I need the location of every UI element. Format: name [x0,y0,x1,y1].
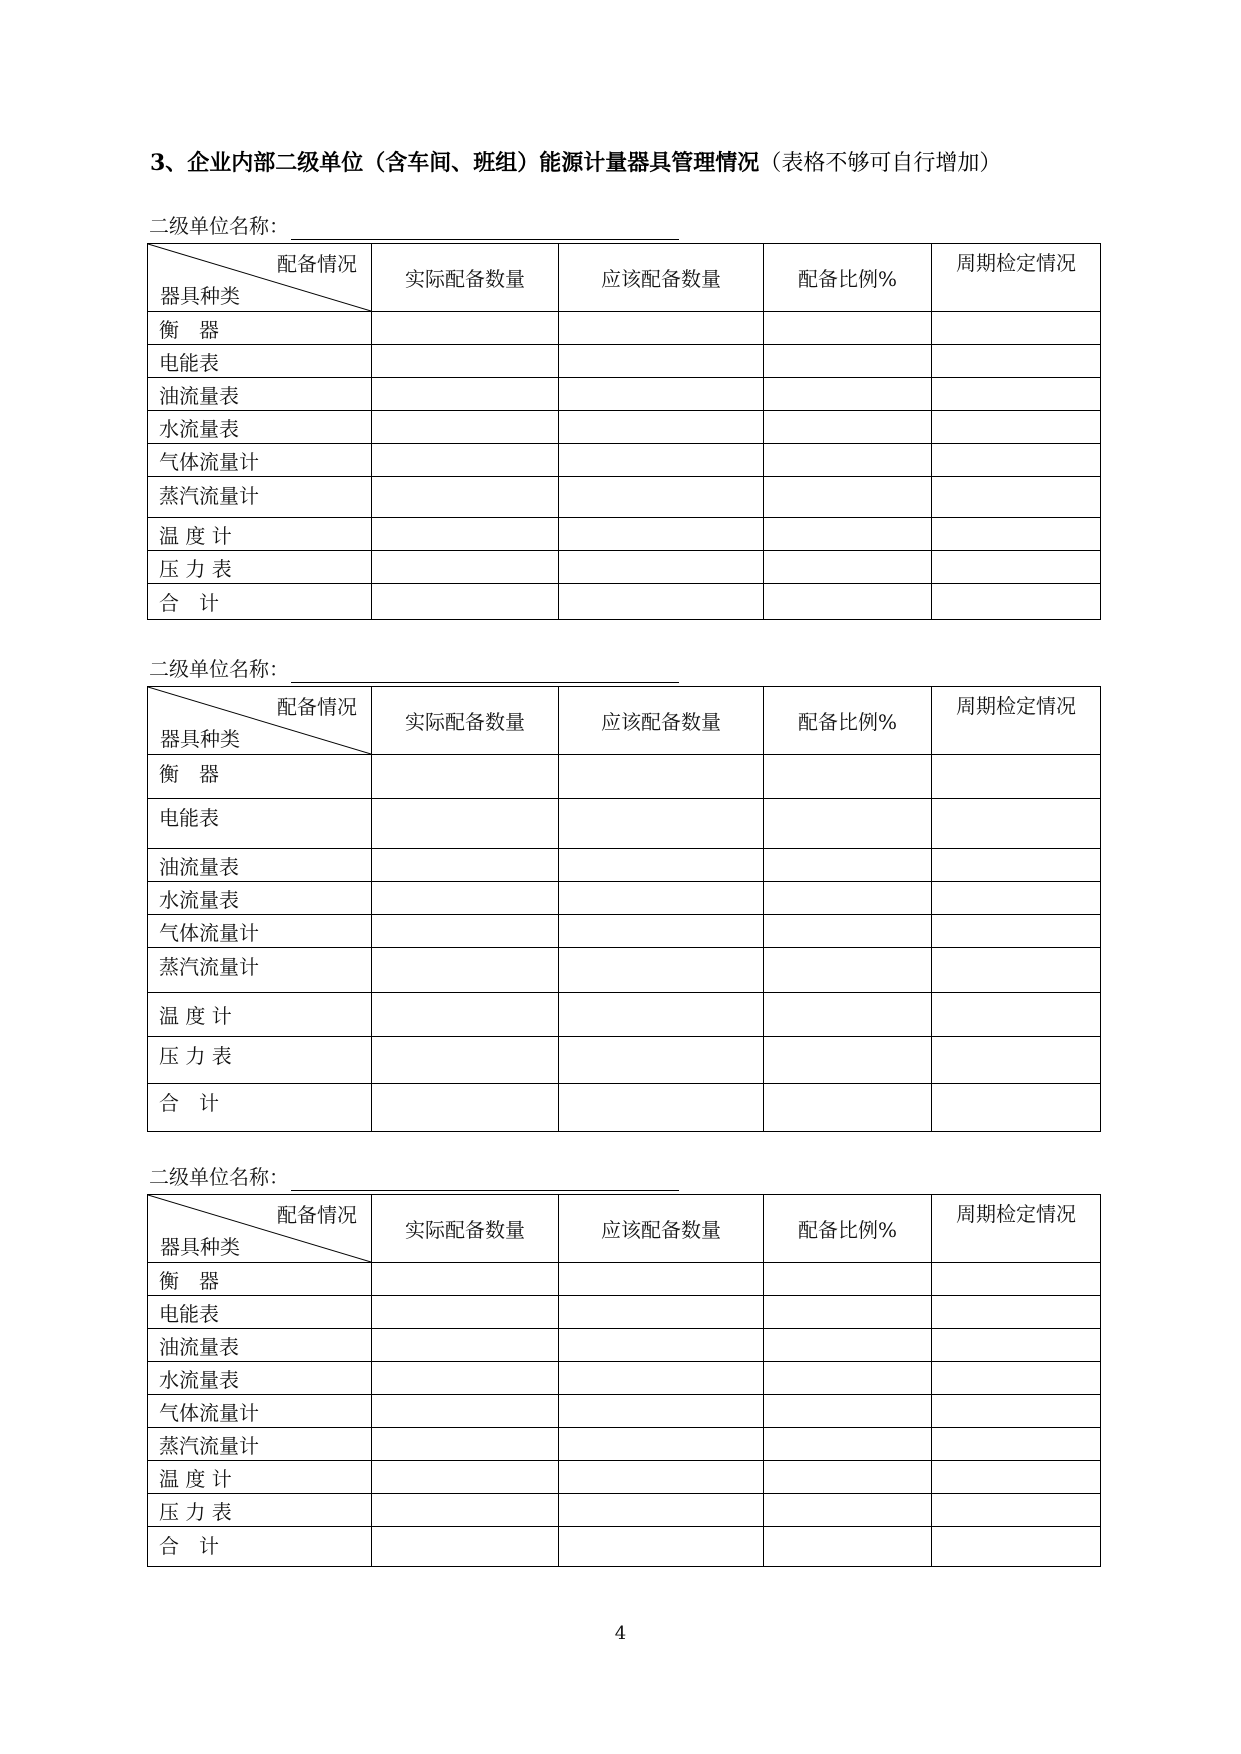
unit-name-line [149,1163,679,1191]
header-required-quantity: 应该配备数量 [559,1195,764,1263]
cell-required-quantity[interactable] [559,378,764,411]
cell-actual-quantity[interactable] [372,1362,559,1395]
header-required-quantity: 应该配备数量 [559,244,764,312]
unit-name-label: 二级单位名称： [149,1165,289,1189]
cell-required-quantity[interactable] [559,849,764,882]
cell-actual-quantity[interactable] [372,444,559,477]
cell-required-quantity[interactable] [559,882,764,915]
table-row [148,584,1101,620]
cell-periodic-verification[interactable] [932,518,1101,551]
cell-required-quantity[interactable] [559,312,764,345]
row-label: 油流量表 [148,1329,372,1362]
cell-actual-quantity[interactable] [372,1037,559,1084]
cell-actual-quantity[interactable] [372,1461,559,1494]
cell-periodic-verification[interactable] [932,584,1101,620]
cell-periodic-verification[interactable] [932,1362,1101,1395]
cell-equipment-ratio[interactable] [764,551,932,584]
cell-required-quantity[interactable] [559,993,764,1037]
table-row [148,1037,1101,1084]
cell-required-quantity[interactable] [559,915,764,948]
cell-required-quantity[interactable] [559,1527,764,1567]
table-row [148,993,1101,1037]
cell-equipment-ratio[interactable] [764,1263,932,1296]
header-equipment-status: 配备情况 [277,695,357,719]
cell-required-quantity[interactable] [559,755,764,799]
row-label: 气体流量计 [148,444,372,477]
table-row [148,1362,1101,1395]
row-label: 衡 器 [148,312,372,345]
unit-name-field[interactable] [291,215,679,240]
cell-actual-quantity[interactable] [372,882,559,915]
row-label: 蒸汽流量计 [148,948,372,993]
header-equipment-status: 配备情况 [277,252,357,276]
header-periodic-verification: 周期检定情况 [932,687,1101,755]
table-row [148,1329,1101,1362]
row-label: 合 计 [148,584,372,620]
cell-actual-quantity[interactable] [372,345,559,378]
table-row [148,1296,1101,1329]
cell-equipment-ratio[interactable] [764,799,932,849]
cell-equipment-ratio[interactable] [764,1329,932,1362]
cell-equipment-ratio[interactable] [764,948,932,993]
cell-required-quantity[interactable] [559,345,764,378]
meter-table-1 [147,243,1101,620]
table-row [148,312,1101,345]
cell-equipment-ratio[interactable] [764,993,932,1037]
row-label: 水流量表 [148,411,372,444]
table-row [148,915,1101,948]
cell-periodic-verification[interactable] [932,551,1101,584]
row-label: 合 计 [148,1527,372,1567]
cell-periodic-verification[interactable] [932,1527,1101,1567]
row-label: 水流量表 [148,1362,372,1395]
cell-required-quantity[interactable] [559,1428,764,1461]
row-label: 水流量表 [148,882,372,915]
cell-periodic-verification[interactable] [932,1084,1101,1132]
cell-required-quantity[interactable] [559,477,764,518]
cell-actual-quantity[interactable] [372,915,559,948]
cell-actual-quantity[interactable] [372,518,559,551]
table-row [148,1461,1101,1494]
cell-periodic-verification[interactable] [932,849,1101,882]
header-equipment-ratio: 配备比例% [764,1195,932,1263]
unit-name-field[interactable] [291,658,679,683]
cell-required-quantity[interactable] [559,1263,764,1296]
header-periodic-verification: 周期检定情况 [932,1195,1101,1263]
cell-periodic-verification[interactable] [932,1494,1101,1527]
table-row [148,755,1101,799]
cell-equipment-ratio[interactable] [764,1362,932,1395]
cell-periodic-verification[interactable] [932,1395,1101,1428]
cell-periodic-verification[interactable] [932,915,1101,948]
cell-periodic-verification[interactable] [932,477,1101,518]
cell-required-quantity[interactable] [559,799,764,849]
cell-actual-quantity[interactable] [372,755,559,799]
cell-actual-quantity[interactable] [372,1084,559,1132]
header-actual-quantity: 实际配备数量 [372,687,559,755]
cell-equipment-ratio[interactable] [764,1296,932,1329]
cell-required-quantity[interactable] [559,1494,764,1527]
cell-actual-quantity[interactable] [372,993,559,1037]
table-header-row [148,1195,1101,1263]
cell-required-quantity[interactable] [559,1084,764,1132]
cell-actual-quantity[interactable] [372,1395,559,1428]
table-header-row [148,244,1101,312]
cell-periodic-verification[interactable] [932,948,1101,993]
cell-required-quantity[interactable] [559,1362,764,1395]
cell-periodic-verification[interactable] [932,1428,1101,1461]
cell-equipment-ratio[interactable] [764,849,932,882]
table-row [148,1263,1101,1296]
cell-equipment-ratio[interactable] [764,1084,932,1132]
cell-periodic-verification[interactable] [932,755,1101,799]
header-actual-quantity: 实际配备数量 [372,1195,559,1263]
cell-required-quantity[interactable] [559,444,764,477]
header-equipment-ratio: 配备比例% [764,244,932,312]
diagonal-header-cell [148,1195,372,1263]
meter-table-2 [147,686,1101,1132]
cell-periodic-verification[interactable] [932,993,1101,1037]
cell-equipment-ratio[interactable] [764,518,932,551]
row-label: 蒸汽流量计 [148,477,372,518]
cell-actual-quantity[interactable] [372,1329,559,1362]
cell-equipment-ratio[interactable] [764,1461,932,1494]
table-row [148,1084,1101,1132]
table-row [148,411,1101,444]
title-main: 3、企业内部二级单位（含车间、班组）能源计量器具管理情况 [150,150,760,176]
cell-actual-quantity[interactable] [372,1428,559,1461]
cell-equipment-ratio[interactable] [764,755,932,799]
cell-periodic-verification[interactable] [932,378,1101,411]
header-equipment-status: 配备情况 [277,1203,357,1227]
cell-equipment-ratio[interactable] [764,477,932,518]
cell-periodic-verification[interactable] [932,345,1101,378]
cell-actual-quantity[interactable] [372,551,559,584]
title-note: （表格不够可自行增加） [759,151,1002,176]
meter-table-3 [147,1194,1101,1567]
cell-equipment-ratio[interactable] [764,1037,932,1084]
cell-periodic-verification[interactable] [932,444,1101,477]
cell-equipment-ratio[interactable] [764,411,932,444]
cell-periodic-verification[interactable] [932,411,1101,444]
row-label: 温 度 计 [148,1461,372,1494]
page-number: 4 [614,1623,627,1644]
row-label: 气体流量计 [148,1395,372,1428]
table-row [148,849,1101,882]
cell-equipment-ratio[interactable] [764,915,932,948]
cell-actual-quantity[interactable] [372,1296,559,1329]
cell-equipment-ratio[interactable] [764,1428,932,1461]
cell-required-quantity[interactable] [559,411,764,444]
row-label: 衡 器 [148,1263,372,1296]
cell-required-quantity[interactable] [559,551,764,584]
cell-required-quantity[interactable] [559,584,764,620]
table-row [148,345,1101,378]
diagonal-header-cell [148,244,372,312]
cell-required-quantity[interactable] [559,1395,764,1428]
cell-required-quantity[interactable] [559,1461,764,1494]
row-label: 合 计 [148,1084,372,1132]
cell-actual-quantity[interactable] [372,849,559,882]
table-row [148,1395,1101,1428]
cell-actual-quantity[interactable] [372,1263,559,1296]
cell-required-quantity[interactable] [559,1296,764,1329]
unit-name-field[interactable] [291,1166,679,1191]
cell-periodic-verification[interactable] [932,312,1101,345]
unit-name-label: 二级单位名称： [149,657,289,681]
row-label: 电能表 [148,345,372,378]
row-label: 油流量表 [148,378,372,411]
row-label: 蒸汽流量计 [148,1428,372,1461]
diagonal-header-cell [148,687,372,755]
row-label: 压 力 表 [148,1037,372,1084]
cell-equipment-ratio[interactable] [764,345,932,378]
table-row [148,1428,1101,1461]
table-row [148,882,1101,915]
table-row [148,1494,1101,1527]
cell-required-quantity[interactable] [559,518,764,551]
cell-periodic-verification[interactable] [932,1037,1101,1084]
unit-name-line [149,212,679,240]
header-instrument-type: 器具种类 [160,727,240,751]
row-label: 温 度 计 [148,993,372,1037]
cell-equipment-ratio[interactable] [764,882,932,915]
cell-periodic-verification[interactable] [932,882,1101,915]
cell-required-quantity[interactable] [559,948,764,993]
cell-actual-quantity[interactable] [372,312,559,345]
header-equipment-ratio: 配备比例% [764,687,932,755]
cell-equipment-ratio[interactable] [764,1527,932,1567]
row-label: 电能表 [148,799,372,849]
cell-actual-quantity[interactable] [372,1494,559,1527]
header-instrument-type: 器具种类 [160,284,240,308]
cell-periodic-verification[interactable] [932,1263,1101,1296]
table-row [148,378,1101,411]
cell-equipment-ratio[interactable] [764,584,932,620]
cell-actual-quantity[interactable] [372,411,559,444]
cell-periodic-verification[interactable] [932,799,1101,849]
cell-actual-quantity[interactable] [372,584,559,620]
row-label: 油流量表 [148,849,372,882]
row-label: 温 度 计 [148,518,372,551]
table-row [148,1527,1101,1567]
table-row [148,799,1101,849]
header-actual-quantity: 实际配备数量 [372,244,559,312]
table-row [148,518,1101,551]
table-row [148,948,1101,993]
cell-required-quantity[interactable] [559,1329,764,1362]
cell-equipment-ratio[interactable] [764,378,932,411]
row-label: 气体流量计 [148,915,372,948]
cell-equipment-ratio[interactable] [764,312,932,345]
page-title [150,146,1001,181]
row-label: 电能表 [148,1296,372,1329]
cell-periodic-verification[interactable] [932,1296,1101,1329]
cell-equipment-ratio[interactable] [764,444,932,477]
unit-name-label: 二级单位名称： [149,214,289,238]
row-label: 压 力 表 [148,1494,372,1527]
cell-periodic-verification[interactable] [932,1329,1101,1362]
cell-equipment-ratio[interactable] [764,1395,932,1428]
header-periodic-verification: 周期检定情况 [932,244,1101,312]
header-required-quantity: 应该配备数量 [559,687,764,755]
row-label: 衡 器 [148,755,372,799]
header-instrument-type: 器具种类 [160,1235,240,1259]
cell-actual-quantity[interactable] [372,948,559,993]
cell-periodic-verification[interactable] [932,1461,1101,1494]
table-row [148,551,1101,584]
cell-actual-quantity[interactable] [372,477,559,518]
cell-actual-quantity[interactable] [372,799,559,849]
cell-actual-quantity[interactable] [372,378,559,411]
table-row [148,477,1101,518]
table-row [148,444,1101,477]
table-header-row [148,687,1101,755]
cell-actual-quantity[interactable] [372,1527,559,1567]
cell-required-quantity[interactable] [559,1037,764,1084]
cell-equipment-ratio[interactable] [764,1494,932,1527]
row-label: 压 力 表 [148,551,372,584]
unit-name-line [149,655,679,683]
